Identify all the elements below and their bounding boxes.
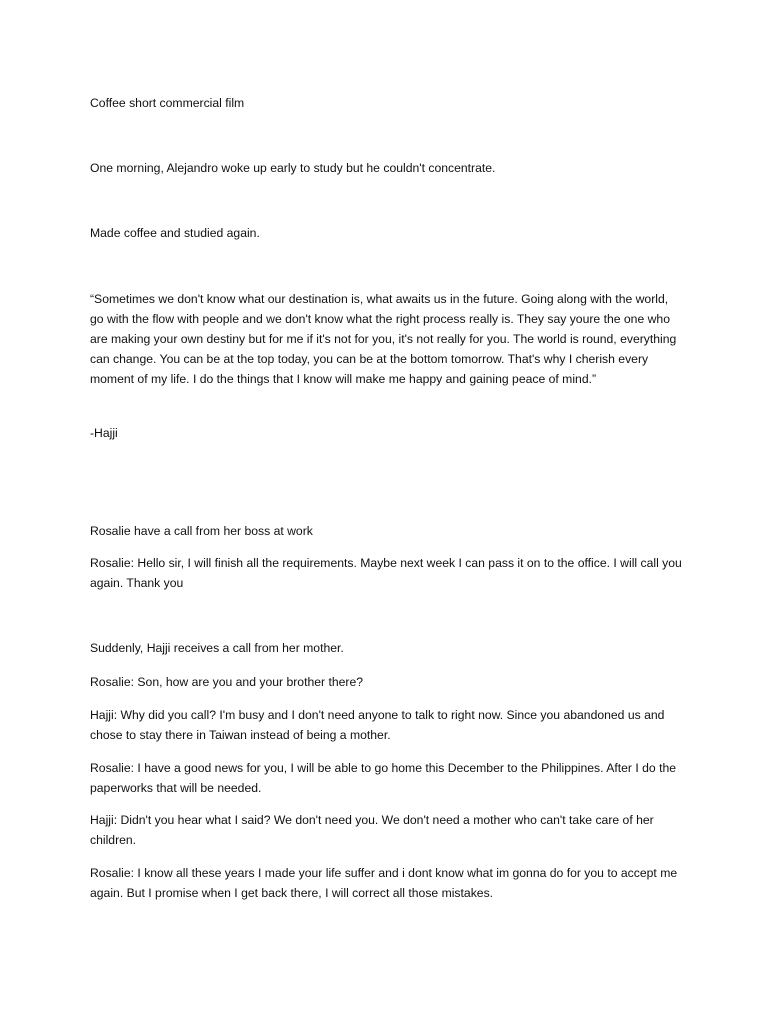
dialogue-rosalie-promise: Rosalie: I know all these years I made your life suffer and i dont know what im gonna do for you to accept me again. But I promise when I get back there, I will correct all those mistakes.: [90, 866, 678, 900]
paragraph-rosalie-call: Rosalie have a call from her boss at work: [90, 524, 313, 538]
paragraph-alejandro-morning: One morning, Alejandro woke up early to study but he couldn't concentrate.: [90, 161, 496, 175]
dialogue-rosalie-son: Rosalie: Son, how are you and your brother there?: [90, 675, 364, 689]
quote-attribution: -Hajji: [90, 426, 118, 440]
dialogue-hajji-dont-need: Hajji: Didn't you hear what I said? We don't need you. We don't need a mother who can't take care of her children.: [90, 813, 654, 847]
paragraph-hajji-call: Suddenly, Hajji receives a call from her mother.: [90, 641, 344, 655]
dialogue-rosalie-good-news: Rosalie: I have a good news for you, I will be able to go home this December to the Philippines. After I do the paperworks that will be needed.: [90, 761, 677, 795]
document-title: Coffee short commercial film: [90, 96, 245, 110]
dialogue-rosalie-boss: Rosalie: Hello sir, I will finish all the requirements. Maybe next week I can pass it on to the office. I will call you again. Thank you: [90, 556, 682, 590]
paragraph-made-coffee: Made coffee and studied again.: [90, 226, 260, 240]
quote-paragraph: “Sometimes we don't know what our destination is, what awaits us in the future. Going along with the world, go with the flow with people and we don't know what the right process really is. They say youre the one who are making your own destiny but for me if it's not for you, it's not really for you. The world is round, everything can change. You can be at the top today, you can be at the bottom tomorrow. That's why I cherish every moment of my life. I do the things that I know will make me happy and gaining peace of mind.”: [90, 292, 677, 386]
dialogue-hajji-busy: Hajji: Why did you call? I'm busy and I don't need anyone to talk to right now. Since you abandoned us and chose to stay there in Taiwan instead of being a mother.: [90, 708, 665, 742]
